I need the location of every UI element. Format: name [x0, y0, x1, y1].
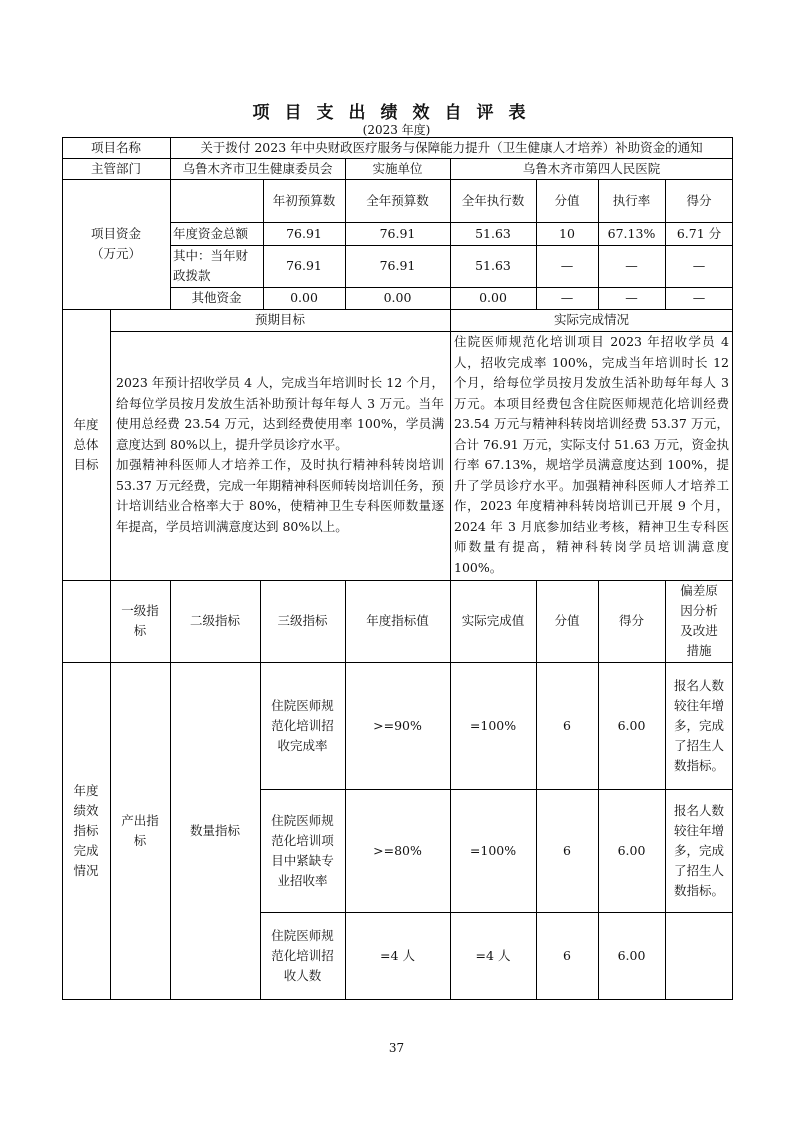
- indicator-level1: 产出指标: [121, 812, 159, 848]
- funds-cell: —: [692, 290, 706, 305]
- expected-goal-header: 预期目标: [254, 312, 305, 327]
- funds-header-score: 得分: [686, 192, 712, 208]
- indicator-actual: =100%: [469, 842, 517, 858]
- impl-value: 乌鲁木齐市第四人民医院: [522, 160, 661, 176]
- indicators-section-label: 年度绩效指标完成情况: [73, 782, 99, 878]
- project-name-value: 关于拨付 2023 年中央财政医疗服务与保障能力提升（卫生健康人才培养）补助资金的通知: [200, 139, 703, 155]
- indicator-target: =4 人: [380, 947, 415, 963]
- indicator-score: 6.00: [617, 717, 646, 733]
- ind-header-level3: 三级指标: [277, 613, 328, 628]
- funds-header-weight: 分值: [554, 192, 580, 208]
- ind-header-weight: 分值: [554, 613, 580, 628]
- funds-header-initial: 年初预算数: [272, 192, 336, 208]
- ind-header-level1: 一级指标: [121, 603, 159, 638]
- funds-cell: 6.71 分: [676, 225, 722, 241]
- page-title: 项目支出绩效自评表: [252, 103, 541, 123]
- funds-cell: 0.00: [479, 290, 507, 305]
- indicator-actual: =100%: [469, 717, 517, 733]
- ind-header-target: 年度指标值: [366, 613, 429, 628]
- funds-cell: —: [625, 258, 638, 273]
- funds-cell: 76.91: [379, 225, 416, 241]
- ind-header-level2: 二级指标: [189, 613, 240, 628]
- indicator-note: [665, 912, 733, 999]
- expected-goal-text: 2023 年预计招收学员 4 人，完成当年培训时长 12 个月，给每位学员按月发放生活补助预计每年每人 3 万元。当年使用总经费 23.54 万元，达到经费使用率 100%，学员满意度达到 80%以上，提升学员诊疗水平。 加强精神科医师人才培养工作，及时执行精神科转岗培训 53.37 万元经费，完成一年期精神科医师转岗培训任务，预计培训结业合格率大于 80%，使精神卫生专科医师数量逐年提高，学员培训满意度达到 80%以上。: [116, 375, 444, 534]
- funds-row-fiscal-label: 其中：当年财政拨款: [173, 248, 249, 283]
- dept-label: 主管部门: [90, 160, 141, 176]
- funds-row-other-label: 其他资金: [191, 290, 242, 305]
- indicator-target: >=80%: [373, 842, 422, 858]
- funds-cell: 67.13%: [607, 225, 656, 241]
- funds-cell: 76.91: [379, 258, 416, 273]
- funds-cell: 76.91: [286, 258, 322, 273]
- ind-header-deviation: 偏差原因分析及改进措施: [680, 583, 718, 658]
- actual-goal-text: 住院医师规范化培训项目 2023 年招收学员 4 人，招收完成率 100%，完成当年培训时长 12 个月，给每位学员按月发放生活补助每年每人 3 万元。本项目经费包含住院医师规范化培训经费 23.54 万元与精神科转岗培训经费 53.37 万元，合计 76.91 万元，实际支付 51.63 万元，资金执行率 67.13%，规培学员满意度达到 100%，提升了学员诊疗水平。加强精神科医师人才培养工作，2023 年度精神科转岗培训已开展 9 个月，2024 年 3 月底参加结业考核，精神卫生专科医师数量有提高，精神科转岗学员培训满意度 100%。: [454, 334, 729, 575]
- funds-header-rate: 执行率: [612, 192, 651, 208]
- indicator-score: 6.00: [617, 842, 646, 858]
- goals-label: 年度总体目标: [73, 416, 99, 472]
- funds-cell: 76.91: [286, 225, 322, 241]
- funds-cell: —: [692, 258, 706, 273]
- funds-label: 项目资金 （万元）: [90, 226, 141, 261]
- indicator-level3: 住院医师规范化培训招收人数: [271, 927, 334, 983]
- indicator-target: >=90%: [373, 717, 422, 733]
- funds-cell: —: [560, 258, 574, 273]
- project-name-label: 项目名称: [90, 139, 141, 155]
- funds-cell: —: [625, 290, 638, 305]
- indicator-weight: 6: [563, 842, 571, 858]
- funds-header-annual: 全年预算数: [366, 192, 429, 208]
- indicator-level3: 住院医师规范化培训招收完成率: [271, 697, 334, 753]
- ind-header-score: 得分: [618, 613, 644, 628]
- funds-cell: 10: [559, 225, 575, 241]
- indicator-actual: =4 人: [475, 947, 511, 963]
- ind-header-actual: 实际完成值: [461, 613, 525, 628]
- indicator-level2: 数量指标: [189, 822, 240, 838]
- page-number: 37: [388, 1041, 405, 1055]
- indicator-note: 报名人数较往年增多，完成了招生人数指标。: [673, 802, 724, 898]
- dept-value: 乌鲁木齐市卫生健康委员会: [182, 160, 333, 176]
- funds-header-executed: 全年执行数: [461, 192, 525, 208]
- indicator-weight: 6: [563, 947, 571, 963]
- funds-cell: 0.00: [290, 290, 318, 305]
- funds-row-total-label: 年度资金总额: [173, 225, 249, 241]
- indicator-weight: 6: [563, 717, 571, 733]
- funds-cell: 0.00: [383, 290, 412, 305]
- indicator-score: 6.00: [617, 947, 646, 963]
- indicator-level3: 住院医师规范化培训项目中紧缺专业招收率: [271, 812, 334, 888]
- indicator-note: 报名人数较往年增多，完成了招生人数指标。: [673, 677, 724, 773]
- year-subtitle: (2023 年度): [362, 123, 431, 137]
- funds-cell: 51.63: [475, 258, 511, 273]
- funds-cell: 51.63: [475, 225, 511, 241]
- impl-label: 实施单位: [372, 160, 423, 176]
- funds-cell: —: [560, 290, 574, 305]
- actual-goal-header: 实际完成情况: [553, 312, 629, 327]
